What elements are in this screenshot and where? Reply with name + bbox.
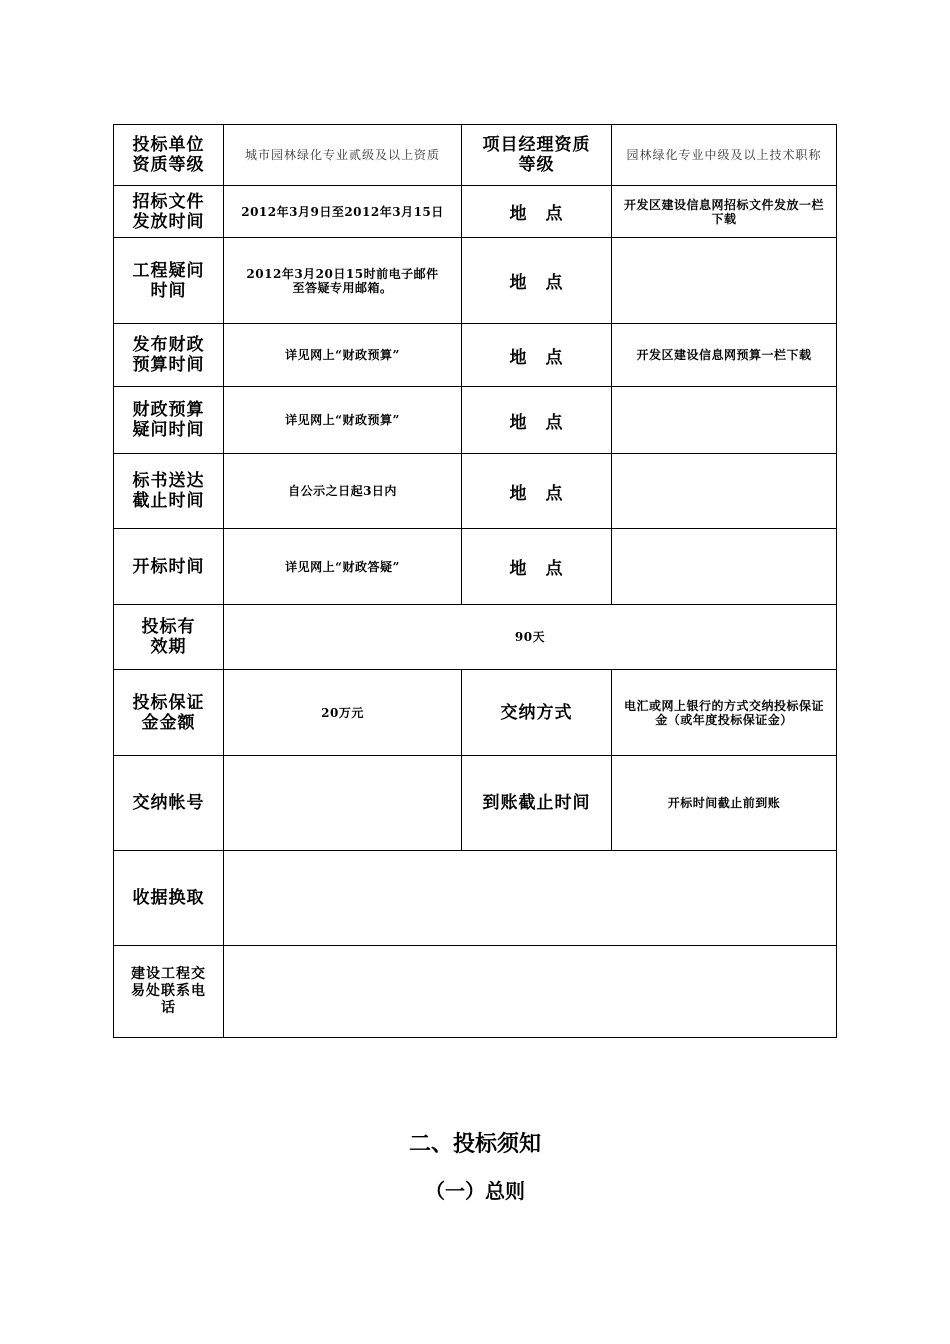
value-text: 2012年3月9日至2012年3月15日 — [241, 204, 444, 219]
label-arrival-deadline — [461, 755, 611, 850]
value-submission-place — [611, 453, 837, 528]
label-text: 招标文件发放时间 — [132, 191, 205, 232]
label-text: 地 点 — [509, 483, 564, 504]
value-contact-phone — [223, 945, 837, 1038]
label-contact-phone — [113, 945, 223, 1038]
value-doc-issue-time — [223, 185, 461, 237]
value-budget-publish-time — [223, 323, 461, 386]
value-text: 2012年3月20日15时前电子邮件至答疑专用邮箱。 — [246, 266, 439, 295]
label-receipt-exchange — [113, 850, 223, 945]
label-text: 投标保证金金额 — [132, 692, 205, 733]
label-text: 地 点 — [509, 273, 564, 293]
value-question-time — [223, 237, 461, 323]
label-text: 地 点 — [509, 204, 564, 224]
value-doc-issue-place — [611, 185, 837, 237]
section-heading: 二、投标须知 — [408, 1132, 541, 1157]
label-place — [461, 237, 611, 323]
value-text: 详见网上“财政答疑” — [285, 559, 400, 574]
value-text: 详见网上“财政预算” — [285, 348, 400, 362]
label-text: 开标时间 — [132, 556, 205, 577]
value-submission-deadline — [223, 453, 461, 528]
value-text: 自公示之日起3日内 — [288, 484, 397, 498]
label-text: 项目经理资质等级 — [482, 135, 591, 175]
label-deposit-amount — [113, 669, 223, 755]
value-payment-account — [223, 755, 461, 850]
label-place — [461, 323, 611, 386]
value-deposit-amount — [223, 669, 461, 755]
value-opening-time — [223, 528, 461, 604]
value-bidder-qualification — [223, 124, 461, 185]
value-text: 开标时间截止前到账 — [667, 796, 781, 810]
label-manager-qualification — [461, 124, 611, 185]
value-text: 开发区建设信息网预算一栏下载 — [636, 348, 812, 362]
value-text: 开发区建设信息网招标文件发放一栏下载 — [623, 197, 824, 226]
value-budget-question-place — [611, 386, 837, 453]
label-question-time — [113, 237, 223, 323]
value-text: 城市园林绿化专业贰级及以上资质 — [244, 148, 440, 162]
label-text: 交纳帐号 — [132, 793, 205, 813]
label-submission-deadline — [113, 453, 223, 528]
label-text: 投标有效期 — [141, 617, 196, 657]
label-text: 收据换取 — [132, 888, 205, 908]
value-question-place — [611, 237, 837, 323]
bid-info-table — [113, 124, 837, 1038]
label-validity-period — [113, 604, 223, 669]
subsection-heading: （一）总则 — [425, 1179, 525, 1203]
label-payment-account — [113, 755, 223, 850]
label-opening-time — [113, 528, 223, 604]
value-receipt-exchange — [223, 850, 837, 945]
label-text: 交纳方式 — [500, 702, 573, 723]
label-text: 建设工程交易处联系电话 — [131, 966, 206, 1016]
label-text: 地 点 — [509, 347, 564, 368]
label-text: 地 点 — [509, 412, 564, 433]
value-opening-place — [611, 528, 837, 604]
label-place — [461, 528, 611, 604]
label-text: 发布财政预算时间 — [132, 335, 205, 375]
label-text: 标书送达截止时间 — [132, 471, 205, 511]
label-bidder-qualification — [113, 124, 223, 185]
label-text: 工程疑问时间 — [132, 260, 205, 301]
label-place — [461, 386, 611, 453]
label-budget-publish-time — [113, 323, 223, 386]
label-text: 到账截止时间 — [482, 793, 591, 813]
value-validity-period — [223, 604, 837, 669]
value-payment-method — [611, 669, 837, 755]
value-text: 90天 — [514, 630, 546, 644]
value-budget-publish-place — [611, 323, 837, 386]
label-place — [461, 185, 611, 237]
label-text: 投标单位资质等级 — [132, 135, 205, 175]
value-text: 园林绿化专业中级及以上技术职称 — [626, 148, 822, 162]
value-text: 详见网上“财政预算” — [285, 413, 400, 427]
value-manager-qualification — [611, 124, 837, 185]
value-text: 20万元 — [321, 705, 364, 720]
label-doc-issue-time — [113, 185, 223, 237]
value-arrival-deadline — [611, 755, 837, 850]
label-text: 地 点 — [509, 559, 564, 579]
value-budget-question-time — [223, 386, 461, 453]
label-text: 财政预算疑问时间 — [132, 400, 205, 440]
label-payment-method — [461, 669, 611, 755]
value-text: 电汇或网上银行的方式交纳投标保证金（或年度投标保证金） — [623, 698, 824, 727]
label-budget-question-time — [113, 386, 223, 453]
label-place — [461, 453, 611, 528]
